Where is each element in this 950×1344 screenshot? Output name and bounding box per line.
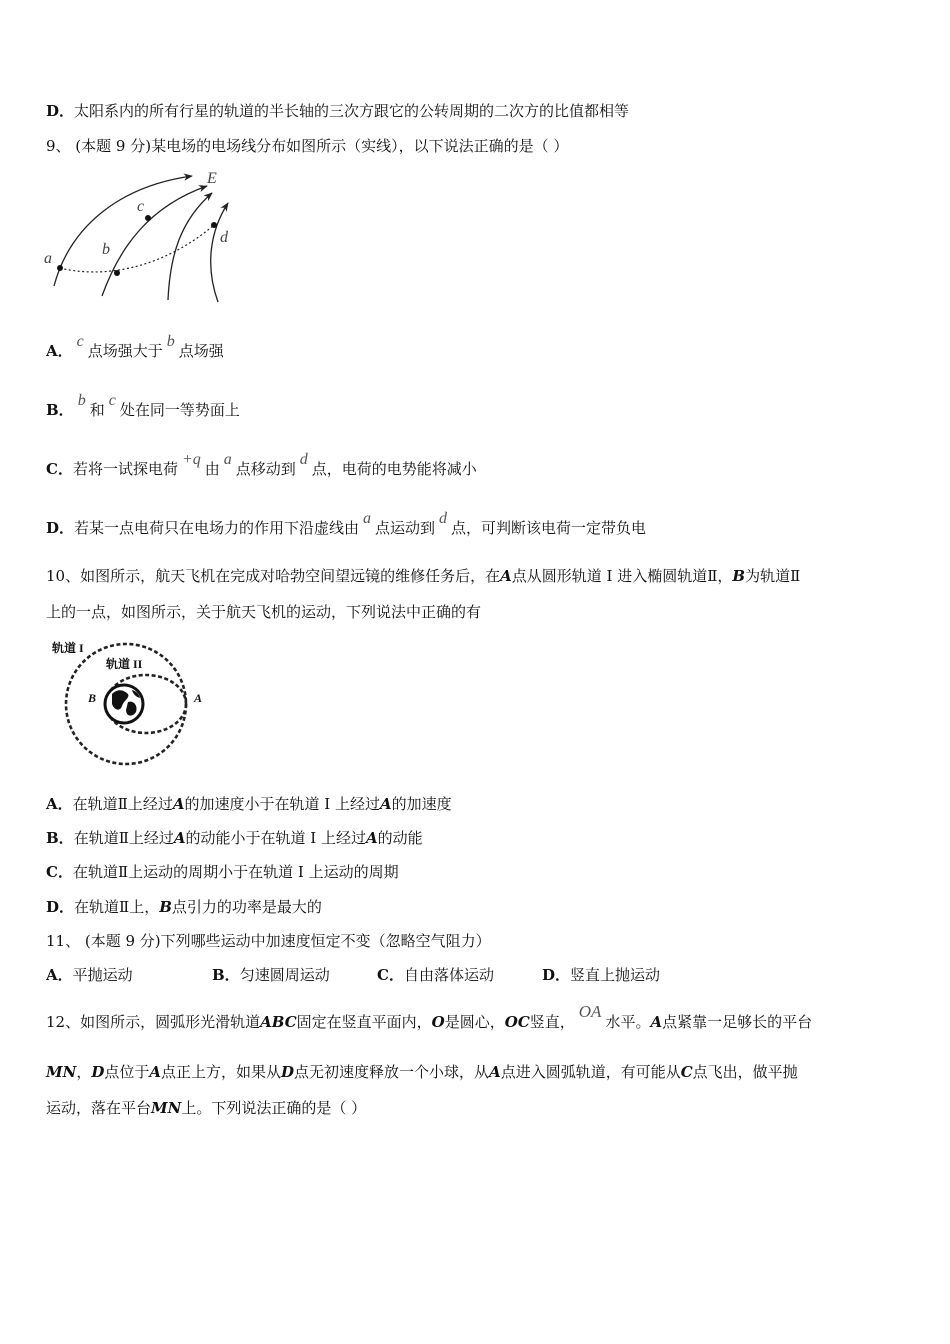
stem-text: 固定在竖直平面内， — [296, 1013, 432, 1031]
option-text: 自由落体运动 — [403, 966, 494, 984]
stem-text: 点位于 — [104, 1063, 150, 1081]
option-text: 在轨道Ⅱ上经过 — [72, 795, 173, 813]
point-c — [145, 215, 151, 221]
var-a: A — [489, 1063, 501, 1081]
stem-text: ， — [76, 1063, 92, 1081]
stem-text: 竖直， — [529, 1013, 575, 1031]
var-o: O — [431, 1013, 445, 1031]
var-a: A — [379, 795, 392, 813]
option-letter: D． — [46, 102, 75, 120]
label-a: a — [44, 250, 52, 267]
q11-stem: 11、 (本题 9 分)下列哪些运动中加速度恒定不变（忽略空气阻力） — [46, 932, 491, 950]
q12-stem-line1 — [46, 1002, 813, 1032]
q9-option-d[interactable] — [46, 510, 647, 539]
var-b: b — [166, 333, 175, 350]
label-point-a: A — [194, 691, 203, 705]
option-text: 在轨道Ⅱ上， — [74, 898, 160, 916]
stem-text: 10、如图所示，航天飞机在完成对哈勃空间望远镜的维修任务后，在 — [46, 567, 501, 585]
var-mn: MN — [46, 1063, 77, 1081]
stem-text: 点进入圆弧轨道，有可能从 — [500, 1063, 681, 1081]
option-letter: D． — [46, 898, 75, 916]
option-text: 点，可判断该电荷一定带负电 — [451, 519, 647, 537]
point-d — [211, 222, 217, 228]
q12-stem-line2 — [46, 1062, 798, 1082]
q11-option-c[interactable] — [377, 965, 542, 985]
stem-text: 为轨道Ⅱ — [745, 567, 801, 585]
option-text: 点运动到 — [375, 519, 436, 537]
option-text: 点引力的功率是最大的 — [171, 898, 322, 916]
label-orbit-2: 轨道 II — [106, 657, 143, 671]
var-d: D — [281, 1063, 295, 1081]
earth-icon — [105, 685, 143, 723]
q10-option-d[interactable] — [46, 897, 322, 917]
q11-option-d[interactable] — [542, 965, 660, 985]
var-a: A — [500, 567, 512, 585]
q11-option-b[interactable] — [212, 965, 377, 985]
option-letter: C． — [46, 863, 73, 881]
var-c: c — [76, 333, 84, 350]
q10-option-c[interactable] — [46, 862, 399, 882]
label-orbit-1: 轨道 I — [52, 641, 84, 655]
stem-text: 点紧靠一足够长的平台 — [662, 1013, 813, 1031]
option-text: 的加速度 — [391, 795, 452, 813]
option-text: 点场强 — [178, 342, 224, 360]
var-a: A — [650, 1013, 663, 1031]
q9-option-c[interactable] — [46, 451, 477, 480]
var-a: A — [366, 829, 378, 847]
var-c: c — [108, 392, 116, 409]
stem-text: 上。下列说法正确的是（ ） — [181, 1099, 367, 1117]
option-text: 处在同一等势面上 — [119, 401, 240, 419]
option-letter: A． — [46, 342, 73, 360]
stem-text: 12、如图所示，圆弧形光滑轨道 — [46, 1013, 261, 1031]
q11-options — [46, 965, 660, 985]
label-e: E — [207, 170, 217, 187]
option-text: 和 — [89, 401, 105, 419]
q8-option-d — [46, 101, 629, 121]
q10-orbit-figure — [44, 636, 214, 772]
option-text: 点移动到 — [235, 460, 296, 478]
q9-option-a[interactable] — [46, 333, 224, 362]
var-mn: MN — [151, 1099, 182, 1117]
point-a — [57, 265, 63, 271]
q10-stem-line2: 上的一点，如图所示，关于航天飞机的运动，下列说法中正确的有 — [46, 603, 482, 621]
var-oa: OA — [578, 1002, 602, 1021]
option-letter: A． — [46, 795, 73, 813]
option-letter: B． — [46, 829, 74, 847]
option-text: 的动能 — [377, 829, 423, 847]
var-abc: ABC — [260, 1013, 297, 1031]
field-line-2 — [102, 186, 207, 296]
q10-stem-line1 — [46, 566, 800, 586]
option-letter: B． — [46, 401, 74, 419]
q10-option-a[interactable] — [46, 794, 452, 814]
option-text: 匀速圆周运动 — [239, 966, 330, 984]
option-letter: A． — [46, 966, 73, 984]
option-letter: B． — [212, 966, 240, 984]
stem-text: 运动，落在平台 — [46, 1099, 152, 1117]
var-d: d — [439, 510, 448, 527]
stem-text: 点飞出，做平抛 — [692, 1063, 798, 1081]
q9-stem: 9、 (本题 9 分)某电场的电场线分布如图所示（实线），以下说法正确的是（ ） — [46, 137, 569, 155]
option-letter: D． — [542, 966, 571, 984]
var-q: +q — [181, 451, 201, 468]
var-a: a — [363, 510, 372, 527]
label-c: c — [137, 198, 145, 215]
stem-text: 水平。 — [605, 1013, 651, 1031]
q9-field-figure — [40, 166, 240, 306]
var-a: A — [173, 829, 186, 847]
stem-text: 是圆心， — [444, 1013, 505, 1031]
option-text: 若将一试探电荷 — [72, 460, 178, 478]
label-point-b: B — [88, 691, 97, 705]
field-line-3 — [168, 193, 212, 300]
option-text: 由 — [204, 460, 220, 478]
option-text: 的加速度小于在轨道 I 上经过 — [184, 795, 380, 813]
var-c: C — [680, 1063, 693, 1081]
option-letter: C． — [46, 460, 73, 478]
var-b: b — [77, 392, 86, 409]
var-a: A — [149, 1063, 162, 1081]
var-d: D — [91, 1063, 105, 1081]
option-text: 竖直上抛运动 — [570, 966, 661, 984]
var-a: a — [223, 451, 232, 468]
q11-option-a[interactable] — [46, 965, 212, 985]
option-text: 点场强大于 — [87, 342, 163, 360]
option-text: 在轨道Ⅱ上运动的周期小于在轨道 I 上运动的周期 — [72, 863, 399, 881]
label-d: d — [220, 229, 228, 246]
option-letter: D． — [46, 519, 75, 537]
option-text: 太阳系内的所有行星的轨道的半长轴的三次方跟它的公转周期的二次方的比值都相等 — [74, 102, 630, 120]
stem-text: 点正上方，如果从 — [161, 1063, 282, 1081]
stem-text: 点从圆形轨道 I 进入椭圆轨道Ⅱ， — [511, 567, 733, 585]
var-oc: OC — [504, 1013, 530, 1031]
label-b: b — [102, 241, 110, 258]
var-d: d — [299, 451, 308, 468]
option-text: 的动能小于在轨道 I 上经过 — [185, 829, 366, 847]
option-letter: C． — [377, 966, 404, 984]
q9-option-b[interactable] — [46, 392, 240, 421]
stem-text: 点无初速度释放一个小球，从 — [294, 1063, 490, 1081]
option-text: 若某一点电荷只在电场力的作用下沿虚线由 — [74, 519, 360, 537]
point-b — [114, 270, 120, 276]
field-line-4 — [211, 203, 228, 302]
var-a: A — [172, 795, 185, 813]
option-text: 在轨道Ⅱ上经过 — [73, 829, 174, 847]
option-text: 点，电荷的电势能将减小 — [311, 460, 477, 478]
q10-option-b[interactable] — [46, 828, 423, 848]
var-b: B — [732, 567, 746, 585]
q12-stem-line3 — [46, 1098, 366, 1118]
var-b: B — [159, 898, 172, 916]
option-text: 平抛运动 — [72, 966, 133, 984]
